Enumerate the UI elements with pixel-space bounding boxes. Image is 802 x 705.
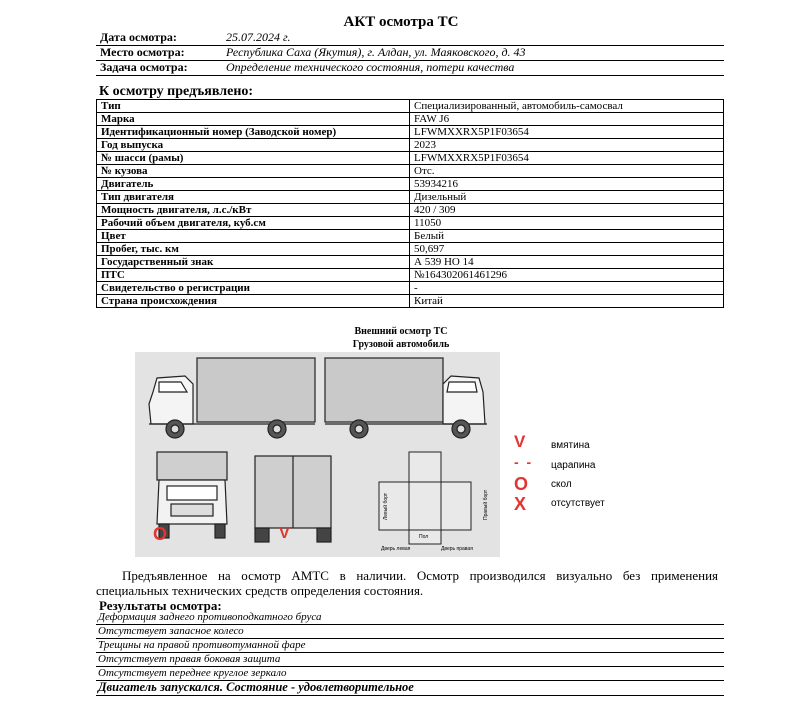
results-title: Результаты осмотра:	[99, 598, 222, 613]
spec-key: Тип	[97, 100, 410, 113]
inspection-paragraph	[96, 568, 718, 598]
header-value: Определение технического состояния, потери качества	[226, 60, 515, 74]
vehicle-spec-table	[96, 99, 724, 308]
document-title: АКТ осмотра ТС	[343, 14, 459, 30]
table-row	[97, 191, 724, 204]
result-row	[96, 653, 724, 667]
spec-value: 11050	[410, 217, 724, 230]
spec-key: Цвет	[97, 230, 410, 243]
table-row	[97, 126, 724, 139]
header-label: Задача осмотра:	[100, 60, 188, 74]
spec-value: Китай	[410, 295, 724, 308]
truck-right-side-view	[325, 358, 487, 438]
result-text: Отсутствует правая боковая защита	[98, 653, 281, 665]
exterior-title-line2: Грузовой автомобиль	[352, 339, 450, 350]
result-text: Деформация заднего противоподкатного бруса	[98, 611, 322, 623]
legend-mark-missing: X	[514, 494, 527, 514]
result-text: Отсутствует переднее круглое зеркало	[98, 667, 287, 679]
result-text: Отсутствует запасное колесо	[98, 625, 244, 637]
spec-key: ПТС	[97, 269, 410, 282]
table-row	[97, 230, 724, 243]
paragraph-text: Предъявленное на осмотр АМТС в наличии. Осмотр производился визуально без применения специальных технических средств определения состояния.	[96, 568, 718, 598]
spec-value: LFWMXXRX5P1F03654	[410, 152, 724, 165]
legend-mark-chip: O	[514, 474, 529, 494]
spec-key: Мощность двигателя, л.с./кВт	[97, 204, 410, 217]
table-row	[97, 139, 724, 152]
table-row	[97, 204, 724, 217]
presented-title: К осмотру предъявлено:	[99, 84, 254, 99]
result-row	[96, 639, 724, 653]
diagram-label-side-left: Левый борт	[383, 492, 389, 520]
spec-value: 420 / 309	[410, 204, 724, 217]
legend-mark-scratch: - -	[514, 454, 534, 470]
spec-value: FAW J6	[410, 113, 724, 126]
spec-value: 2023	[410, 139, 724, 152]
table-row	[97, 217, 724, 230]
exterior-title	[0, 325, 802, 351]
header-value: 25.07.2024 г.	[226, 30, 291, 44]
spec-key: Свидетельство о регистрации	[97, 282, 410, 295]
spec-value: 50,697	[410, 243, 724, 256]
rear-damage-mark: V	[279, 525, 290, 542]
legend-text-missing: отсутствует	[551, 498, 605, 509]
header-label: Дата осмотра:	[100, 30, 177, 44]
result-text: Трещины на правой противотуманной фаре	[98, 639, 306, 651]
spec-key: Государственный знак	[97, 256, 410, 269]
spec-value: 53934216	[410, 178, 724, 191]
diagram-label-floor: Пол	[419, 534, 429, 540]
table-row	[97, 256, 724, 269]
diagram-label-side-right: Правый борт	[483, 489, 489, 520]
spec-key: Пробег, тыс. км	[97, 243, 410, 256]
table-row	[97, 100, 724, 113]
spec-key: Марка	[97, 113, 410, 126]
spec-value: Отс.	[410, 165, 724, 178]
final-text: Двигатель запускался. Состояние - удовлетворительное	[98, 680, 414, 694]
spec-key: № кузова	[97, 165, 410, 178]
legend-text-chip: скол	[551, 479, 572, 490]
truck-front-view	[157, 452, 227, 538]
legend-text-scratch: царапина	[551, 460, 596, 471]
spec-value: LFWMXXRX5P1F03654	[410, 126, 724, 139]
table-row	[97, 165, 724, 178]
result-row	[96, 611, 724, 625]
truck-rear-view	[255, 456, 331, 542]
table-row	[97, 178, 724, 191]
header-value: Республика Саха (Якутия), г. Алдан, ул. Маяковского, д. 43	[226, 45, 526, 59]
table-row	[97, 282, 724, 295]
spec-key: № шасси (рамы)	[97, 152, 410, 165]
result-row	[96, 625, 724, 639]
truck-left-side-view	[149, 358, 315, 438]
header-row-date	[96, 30, 724, 46]
header-row-place	[96, 45, 724, 61]
spec-value: Дизельный	[410, 191, 724, 204]
spec-value: №164302061461296	[410, 269, 724, 282]
spec-key: Тип двигателя	[97, 191, 410, 204]
header-row-task	[96, 60, 724, 76]
truck-diagram	[135, 352, 500, 557]
spec-key: Двигатель	[97, 178, 410, 191]
spec-key: Страна происхождения	[97, 295, 410, 308]
legend-mark-dent: V	[514, 432, 526, 451]
table-row	[97, 243, 724, 256]
diagram-label-door-left: Дверь левая	[381, 546, 411, 552]
table-row	[97, 152, 724, 165]
spec-value: А 539 НО 14	[410, 256, 724, 269]
diagram-label-door-right: Дверь правая	[441, 546, 473, 552]
truck-diagram-svg	[135, 352, 500, 557]
table-row	[97, 269, 724, 282]
truck-box-unfolded	[379, 452, 471, 544]
spec-value: Белый	[410, 230, 724, 243]
spec-value: Специализированный, автомобиль-самосвал	[410, 100, 724, 113]
legend-text-dent: вмятина	[551, 440, 590, 451]
header-label: Место осмотра:	[100, 45, 185, 59]
spec-key: Идентификационный номер (Заводской номер)	[97, 126, 410, 139]
front-damage-mark: O	[153, 524, 168, 544]
table-row	[97, 295, 724, 308]
spec-key: Рабочий объем двигателя, куб.см	[97, 217, 410, 230]
final-conclusion	[96, 680, 724, 696]
exterior-title-line1: Внешний осмотр ТС	[354, 326, 448, 337]
spec-value: -	[410, 282, 724, 295]
spec-key: Год выпуска	[97, 139, 410, 152]
table-row	[97, 113, 724, 126]
result-row	[96, 667, 724, 681]
